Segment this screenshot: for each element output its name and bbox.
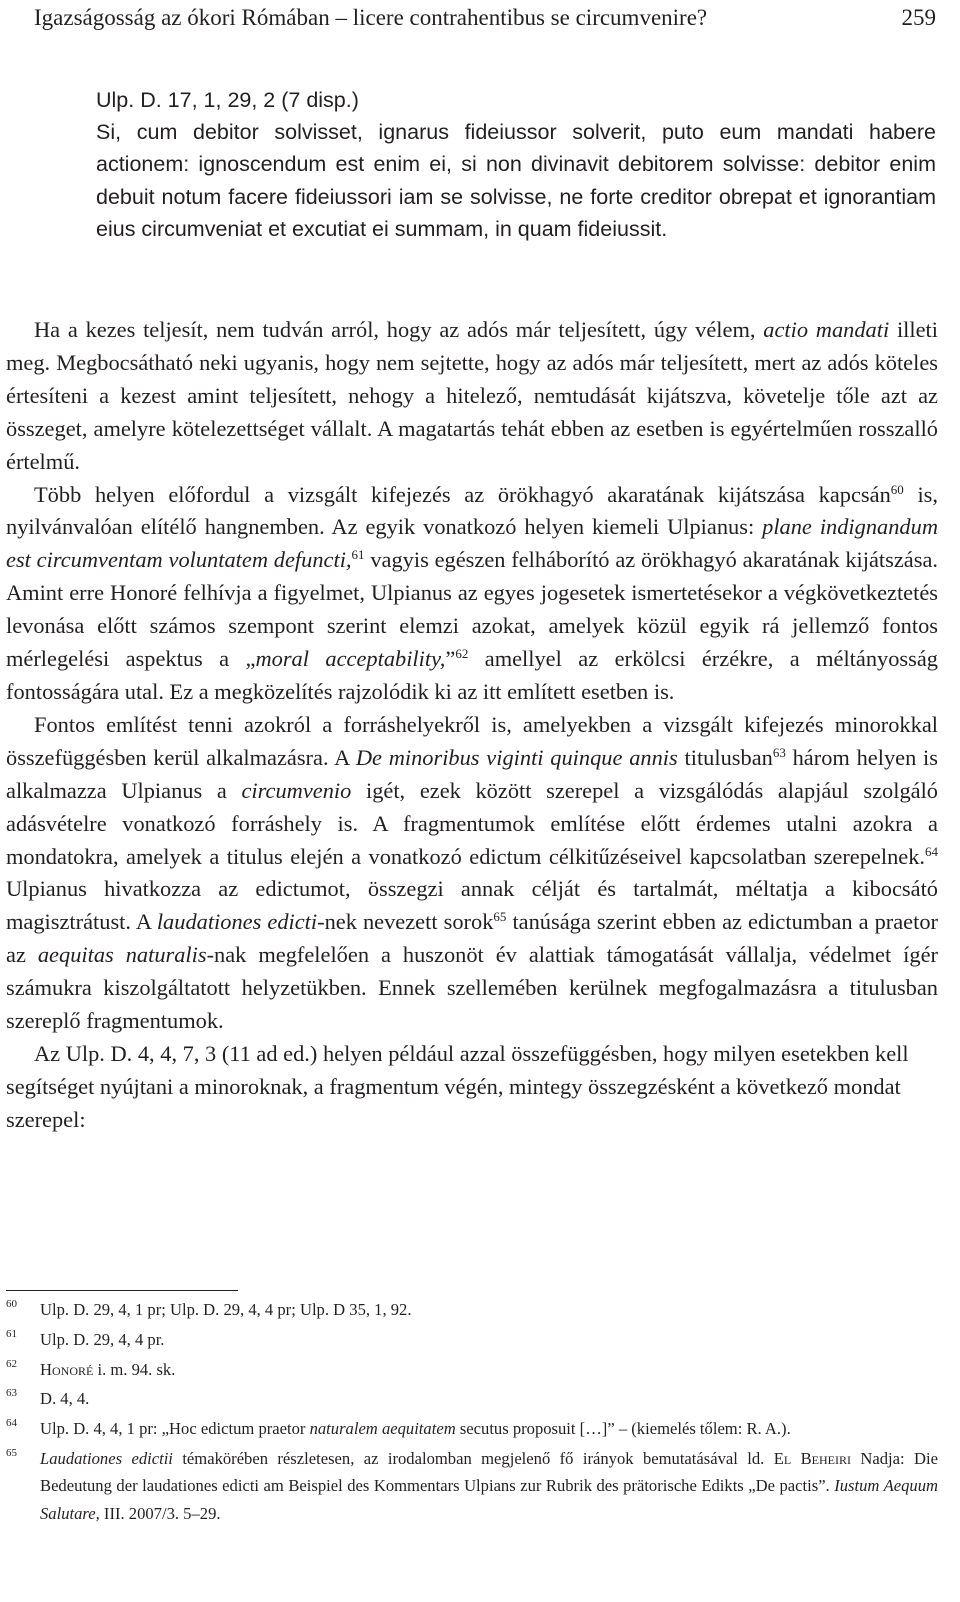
text-run: -nak megfelelően a huszonöt év alattiak támogatását vállalja, védelmet ígér számukra kiszolgáltatott helyzetükben. Ennek szellemében kerülnek megfogalmazásra a titulusban szereplő fragmentumok. [6,942,938,1034]
footnotes [6,1296,938,1530]
footnote-text: témakörében részletesen, az irodalomban megjelenő fő irányok bemutatásával ld. [172,1448,774,1468]
footnote-separator [6,1290,238,1291]
footnote-ref: 60 [890,481,904,497]
running-title: Igazságosság az ókori Rómában – licere contrahentibus se circumvenire? [34,5,708,30]
footnote-number: 64 [6,1417,17,1430]
footnote-text: Ulp. D. 29, 4, 1 pr; Ulp. D. 29, 4, 4 pr; Ulp. D 35, 1, 92. [40,1300,412,1319]
latin-quote-block [96,84,936,245]
text-run: illeti meg. Megbocsátható neki ugyanis, hogy nem sejtette, hogy az adós már teljesített, mert az adós köteles értesíteni a kezest amint teljesített, nehogy a hitelező, nemtudását kijátszva, követelje tőle azt az összeget, amelyre kötelezettséget vállalt. A magatartás tehát ebben az esetben is egyértelműen rosszalló értelmű. [6,317,938,474]
author-name: El Beheiri [773,1448,851,1468]
italic-term: naturalem aequitatem [309,1419,456,1439]
italic-term: Iustum Aequum Salutare, [40,1476,938,1523]
footnote-text: III. 2007/3. 5–29. [99,1503,221,1523]
latin-quote-citation: Ulp. D. 17, 1, 29, 2 (7 disp.) [96,88,359,112]
footnote-63 [6,1385,938,1413]
footnote-text: i. m. 94. sk. [93,1359,176,1379]
text-run: három helyen is alkalmazza Ulpianus a [6,744,938,803]
footnote-text: Ulp. D. 29, 4, 4 pr. [40,1329,165,1349]
paragraph [6,709,938,1038]
text-run: amellyel az erkölcsi érzékre, a méltányosság fontosságára utal. Ez a megközelítés rajzolódik ki az itt említett esetben is. [6,646,938,704]
footnote-ref: 64 [925,843,938,859]
italic-term: aequitas naturalis [37,942,207,968]
text-run: Fontos említést tenni azokról a forráshelyekről is, amelyekben a vizsgált kifejezés minorokkal összefüggésben kerül alkalmazásra. A [6,711,938,770]
italic-term: laudationes edicti [156,909,318,935]
footnote-ref: 65 [493,909,507,925]
footnote-number: 61 [6,1327,17,1340]
running-header [34,2,936,34]
footnote-64 [6,1415,938,1443]
text-run: titulusban [677,744,773,770]
text-run: Ulpianus hivatkozza az edictumot, összegzi annak célját és tartalmát, méltatja a kibocsátó magisztrátust. A [6,876,938,935]
italic-term: moral acceptability, [255,646,446,672]
footnote-number: 62 [6,1357,17,1370]
italic-term: actio mandati [763,317,890,342]
footnote-text: Nadja: Die Bedeutung der laudationes edicti am Beispiel des Kommentars Ulpians zur Rubrik des prätorische Edikts „De pactis”. [40,1448,938,1496]
footnote-text: D. 4, 4. [40,1389,90,1409]
footnote-ref: 62 [455,646,469,662]
footnote-number: 60 [6,1298,17,1310]
footnote-65 [6,1445,938,1528]
text-run: is, nyilvánvalóan elítélő hangnemben. Az egyik vonatkozó helyen kiemeli Ulpianus: [6,481,938,540]
text-run: ” [445,646,456,672]
italic-term: De minoribus viginti quinque annis [355,744,678,770]
footnote-number: 63 [6,1387,17,1400]
page-number: 259 [901,5,936,30]
text-run: igét, ezek között szerepel a vizsgálódás alapjául szolgáló adásvételre vonatkozó forráshely is. A fragmentumok említése előtt érdemes utalni azokra a mondatokra, amelyek a titulus elején a vonatkozó edictum célkitűzéseivel kapcsolatban szerepelnek. [6,777,939,869]
footnote-61 [6,1326,938,1354]
footnote-62 [6,1356,938,1384]
footnote-text: Ulp. D. 4, 4, 1 pr: „Hoc edictum praetor [40,1419,310,1439]
paragraph: Az Ulp. D. 4, 4, 7, 3 (11 ad ed.) helyen például azzal összefüggésben, hogy milyen esetekben kell segítséget nyújtani a minoroknak, a fragmentum végén, mintegy összegzésként a következő mondat szerepel: [6,1040,909,1132]
main-text [6,314,938,1137]
text-run: tanúsága szerint ebben az edictumban a praetor az [6,909,938,968]
author-name: Honoré [40,1359,94,1379]
footnote-ref: 61 [351,547,365,563]
italic-term: circumvenio [241,777,352,803]
paragraph [6,314,938,479]
footnote-60 [6,1296,938,1324]
footnote-text: secutus proposuit […]” – (kiemelés tőlem: R. A.). [455,1419,791,1439]
text-run: Ha a kezes teljesít, nem tudván arról, hogy az adós már teljesített, úgy vélem, [34,317,764,342]
paragraph [6,479,938,709]
latin-quote-text: Si, cum debitor solvisset, ignarus fideiussor solverit, puto eum mandati habere actionem: ignoscendum est enim ei, si non divinavit debitorem solvisse: debitor enim debuit notum facere fideiussori iam se solvisse, ne forte creditor obrepat et ignorantiam eius circumveniat et excutiat ei summam, in quam fideiussit. [96,120,936,241]
text-run: -nek nevezett sorok [317,909,494,935]
text-run: Több helyen előfordul a vizsgált kifejezés az örökhagyó akaratának kijátszása kapcsán [34,481,891,507]
italic-term: plane indignandum est circumventam voluntatem defuncti, [6,514,938,573]
text-run: vagyis egészen felháborító az örökhagyó akaratának kijátszása. Amint erre Honoré felhívja a figyelmet, Ulpianus az egyes jogesetek ismertetésekor a végkövetkeztetés levonása előtt számos szempont szerint elemzi azokat, amelyek közül egyik rá jellemző fontos mérlegelési aspektus a „ [6,547,938,672]
footnote-number: 65 [6,1446,17,1459]
italic-term: Laudationes edictii [40,1448,173,1468]
footnote-ref: 63 [772,745,786,760]
